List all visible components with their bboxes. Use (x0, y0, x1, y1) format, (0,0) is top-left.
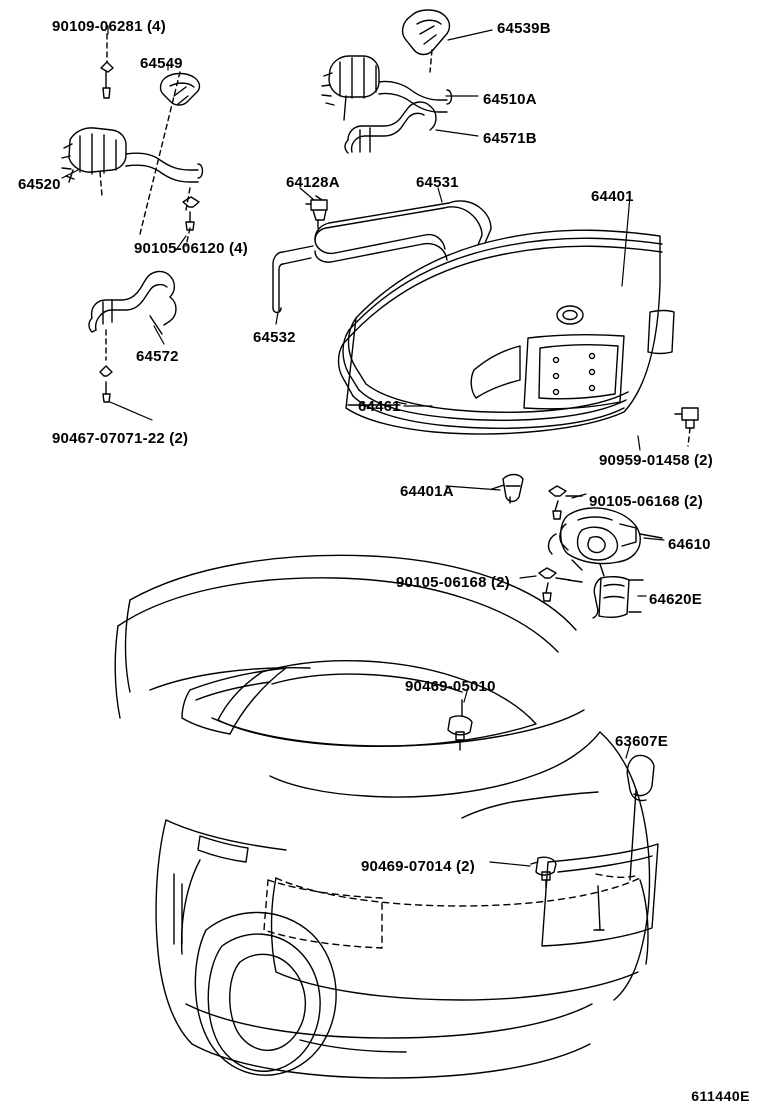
car-body-rear-view (115, 555, 658, 1078)
part-90105-06168-bolt-lower (539, 568, 582, 601)
part-90109-06281-bolt (101, 34, 113, 98)
part-label-64520: 64520 (18, 176, 61, 193)
part-label-64401A: 64401A (400, 483, 454, 500)
part-64572-arm (89, 272, 176, 402)
part-label-90105-06168-lower: 90105-06168 (2) (396, 574, 510, 591)
part-label-90469-07014: 90469-07014 (2) (361, 858, 475, 875)
part-64128A-clip (306, 196, 327, 228)
diagram-code: 611440E (691, 1088, 750, 1104)
part-64520-hinge (62, 128, 203, 210)
part-label-64510A: 64510A (483, 91, 537, 108)
part-label-63607E: 63607E (615, 733, 668, 750)
part-64510A-hinge (322, 56, 452, 120)
part-label-64531: 64531 (416, 174, 459, 191)
part-label-64128A: 64128A (286, 174, 340, 191)
part-label-64610: 64610 (668, 536, 711, 553)
part-label-90109-06281: 90109-06281 (4) (52, 18, 166, 35)
part-label-64572: 64572 (136, 348, 179, 365)
part-64532-rod (273, 235, 447, 313)
part-label-64461: 64461 (358, 398, 401, 415)
part-label-64532: 64532 (253, 329, 296, 346)
part-label-90467-07071-22: 90467-07071-22 (2) (52, 430, 189, 447)
part-label-64401: 64401 (591, 188, 634, 205)
part-64539B-clip (403, 10, 450, 72)
part-label-90959-01458: 90959-01458 (2) (599, 452, 713, 469)
part-63607E (462, 755, 654, 930)
part-label-64539B: 64539B (497, 20, 551, 37)
part-64549 (140, 72, 199, 234)
part-64620E-striker (593, 577, 643, 618)
part-64610-lock (549, 508, 662, 576)
part-90105-06120-bolt (183, 197, 199, 246)
part-label-64620E: 64620E (649, 591, 702, 608)
part-90959-01458-grommet (675, 408, 698, 446)
part-label-90105-06120: 90105-06120 (4) (134, 240, 248, 257)
part-64571B-arm (345, 102, 436, 153)
part-64531-rod (315, 201, 491, 245)
part-label-90105-06168-upper: 90105-06168 (2) (589, 493, 703, 510)
part-label-64549: 64549 (140, 55, 183, 72)
part-64401A-clip (492, 475, 523, 504)
part-label-64571B: 64571B (483, 130, 537, 147)
part-label-90469-05010: 90469-05010 (405, 678, 496, 695)
part-90105-06168-bolt-upper (549, 486, 582, 519)
